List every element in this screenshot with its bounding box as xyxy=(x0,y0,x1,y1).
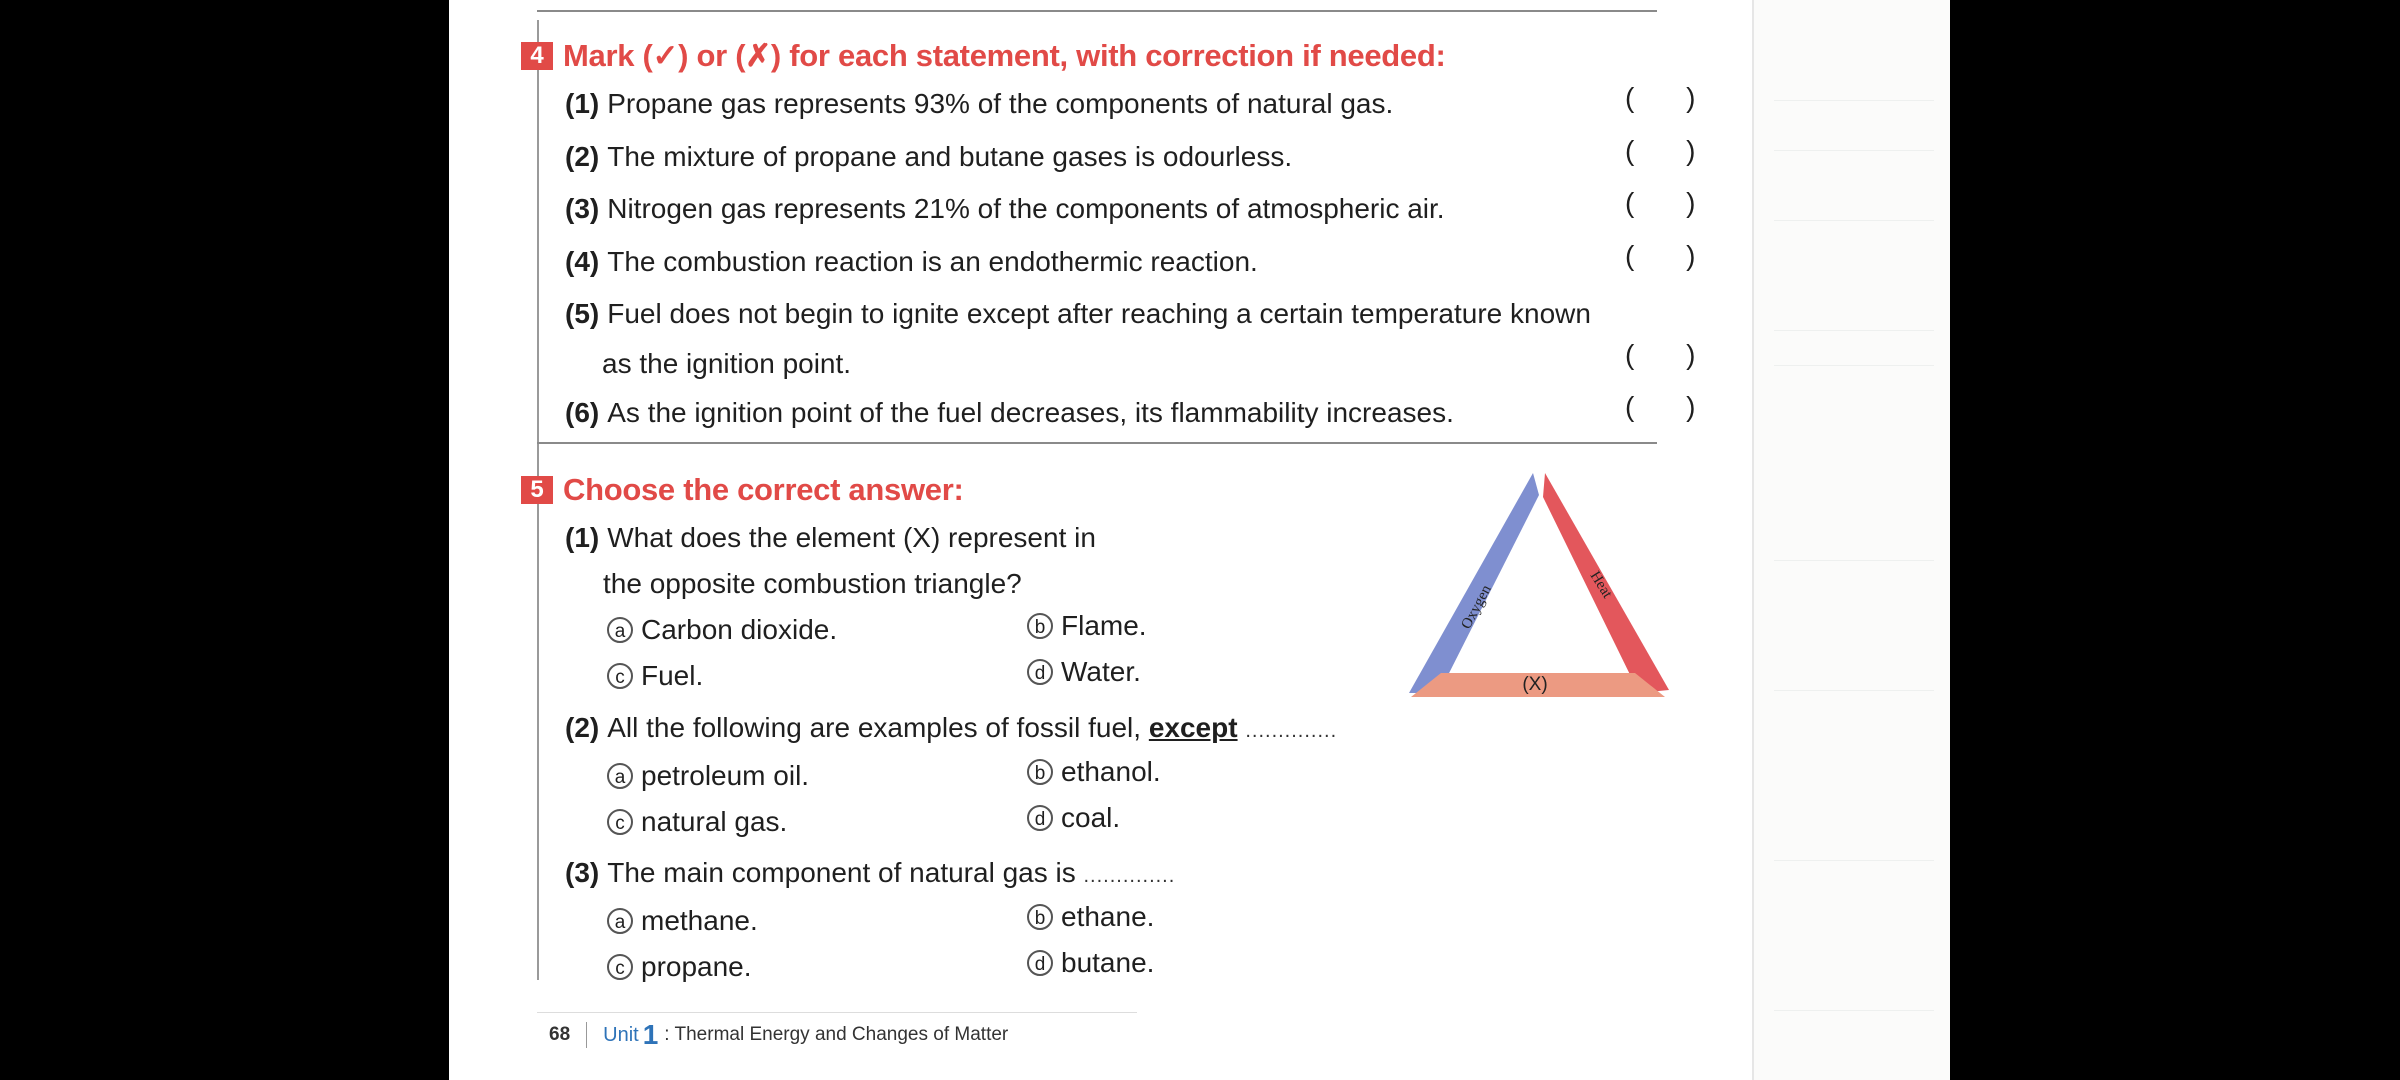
question-1-continued: the opposite combustion triangle? xyxy=(603,568,1022,599)
section-4-header xyxy=(521,38,1446,74)
q2-option-b[interactable]: b ethanol. xyxy=(1027,756,1161,788)
triangle-right-label: Heat xyxy=(1586,568,1616,602)
question-3: (3) The main component of natural gas is .............. xyxy=(565,857,1176,888)
answer-blank-2: .............. xyxy=(1245,720,1338,742)
answer-blank-3: .............. xyxy=(1083,865,1176,887)
footer-separator xyxy=(586,1022,587,1048)
statement-3: (3) Nitrogen gas represents 21% of the components of atmospheric air. xyxy=(565,193,1445,224)
q1-option-b[interactable]: b Flame. xyxy=(1027,610,1147,642)
answer-box-4[interactable]: ( ) xyxy=(1625,240,1718,271)
triangle-bottom-label: (X) xyxy=(1522,674,1548,695)
q1-option-d[interactable]: d Water. xyxy=(1027,656,1141,688)
section-5-title: Choose the correct answer: xyxy=(563,472,964,507)
statement-1: (1) Propane gas represents 93% of the components of natural gas. xyxy=(565,88,1394,119)
q2-option-a[interactable]: a petroleum oil. xyxy=(607,760,809,792)
top-divider xyxy=(537,10,1657,12)
q3-option-a[interactable]: a methane. xyxy=(607,905,758,937)
answer-box-3[interactable]: ( ) xyxy=(1625,187,1718,218)
combustion-triangle xyxy=(1409,465,1669,705)
statement-2: (2) The mixture of propane and butane gases is odourless. xyxy=(565,141,1293,172)
q3-option-d[interactable]: d butane. xyxy=(1027,947,1154,979)
answer-box-5[interactable]: ( ) xyxy=(1625,339,1718,370)
q1-option-a[interactable]: a Carbon dioxide. xyxy=(607,614,837,646)
q1-option-c[interactable]: c Fuel. xyxy=(607,660,703,692)
answer-box-2[interactable]: ( ) xyxy=(1625,135,1718,166)
section-5-number: 5 xyxy=(521,476,553,504)
q3-option-b[interactable]: b ethane. xyxy=(1027,901,1154,933)
textbook-page xyxy=(449,0,1950,1080)
unit-title: : Thermal Energy and Changes of Matter xyxy=(664,1024,1009,1045)
footer-rule xyxy=(537,1012,1137,1013)
q2-option-c[interactable]: c natural gas. xyxy=(607,806,787,838)
unit-label: Unit xyxy=(603,1023,639,1046)
answer-box-6[interactable]: ( ) xyxy=(1625,391,1718,422)
page-number: 68 xyxy=(549,1024,571,1045)
triangle-oxygen-side xyxy=(1409,473,1539,693)
section-5-header xyxy=(521,472,963,508)
question-2: (2) All the following are examples of fossil fuel, except .............. xyxy=(565,712,1338,743)
except-emphasis: except xyxy=(1148,712,1238,743)
q2-option-d[interactable]: d coal. xyxy=(1027,802,1120,834)
q3-option-c[interactable]: c propane. xyxy=(607,951,752,983)
facing-page-edge xyxy=(1752,0,1950,1080)
triangle-left-label: Oxygen xyxy=(1458,582,1495,632)
statement-5: (5) Fuel does not begin to ignite except after reaching a certain temperature known xyxy=(565,298,1591,329)
page-footer xyxy=(549,1020,1549,1050)
statement-4: (4) The combustion reaction is an endothermic reaction. xyxy=(565,246,1258,277)
statement-5-continued: as the ignition point. xyxy=(602,348,852,379)
unit-number: 1 xyxy=(642,1019,659,1050)
section-4-number: 4 xyxy=(521,42,553,70)
section-divider xyxy=(537,442,1657,444)
statement-6: (6) As the ignition point of the fuel decreases, its flammability increases. xyxy=(565,397,1454,428)
section-4-title: Mark (✓) or (✗) for each statement, with correction if needed: xyxy=(563,38,1446,73)
answer-box-1[interactable]: ( ) xyxy=(1625,82,1718,113)
question-1: (1) What does the element (X) represent in xyxy=(565,522,1096,553)
